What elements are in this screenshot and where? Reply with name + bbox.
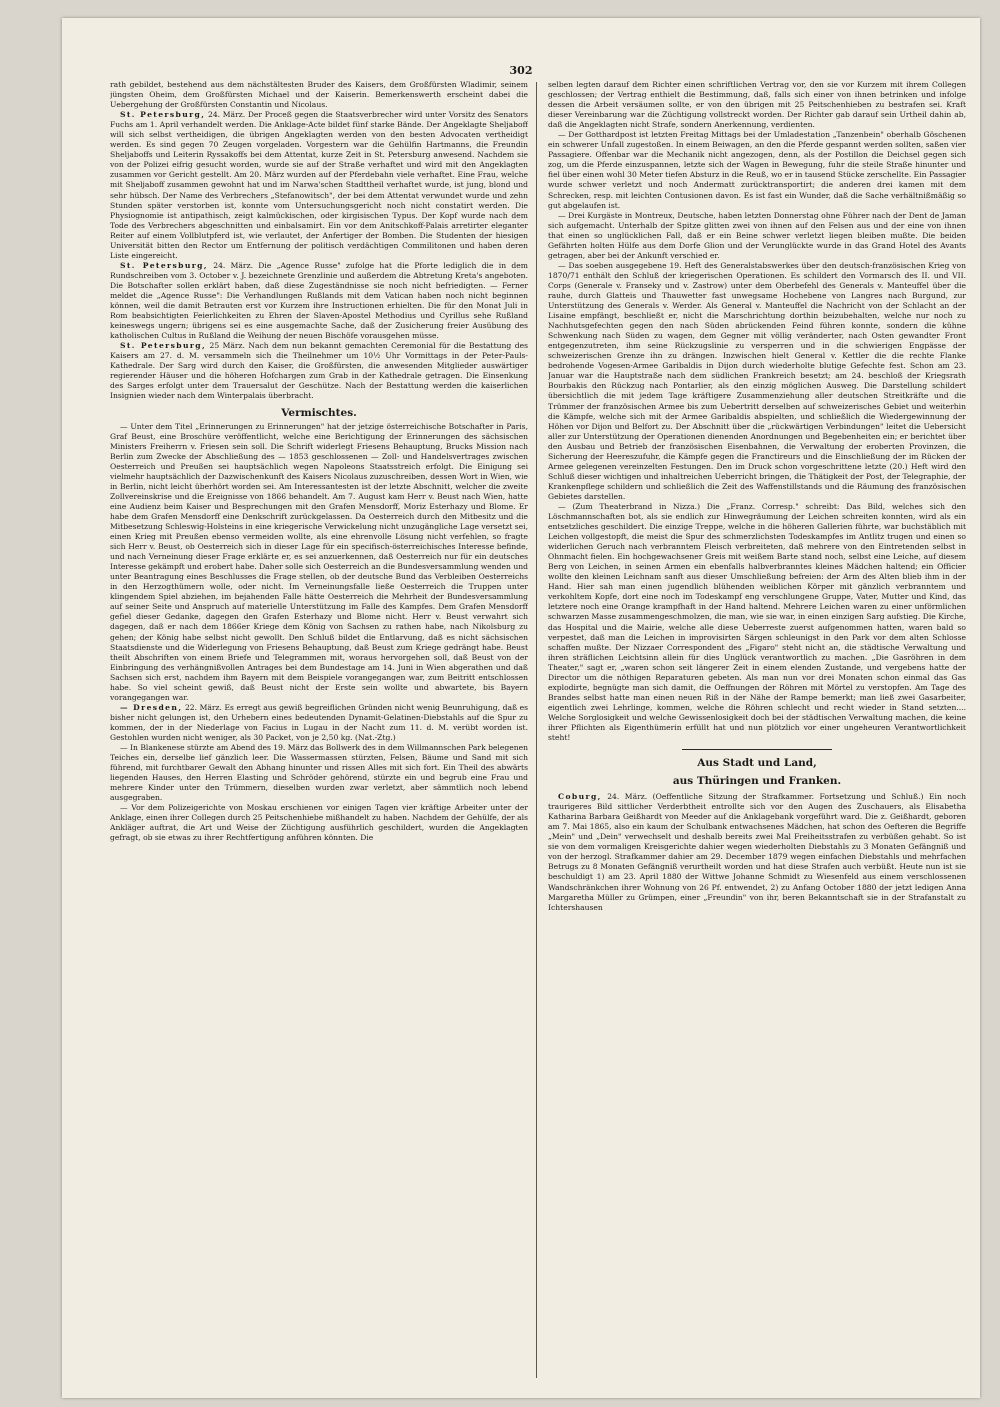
article-paragraph: — (Zum Theaterbrand in Nizza.) Die „Franz. Corresp." schreibt: Das Bild, welches sich den Löschmannschaften bot, als sie endlich zur Hinwegräumung der Leichen schreiten konnten, wird als ein entsetzliches geschildert. Die einzige Treppe, welche in die höheren Gallerien führte, war buchstäblich mit Leichen vollgestopft, die meist die Spur des schmerzlichsten Todeskampfes im Antlitz trugen und einen so widerlichen Geruch nach verbranntem Fleisch verbreiteten, daß mehrere von den Eintretenden selbst in Ohnmacht fielen. Ein hochgewachsener Greis mit weißem Barte stand noch, selbst eine Leiche, auf diesem Berg von Leichen, in seinen Armen ein ebenfalls halbverbranntes kleines Mädchen haltend; ein Officier wollte den kleinen Leichnam sanft aus dieser Umschließung befreien: der Arm des Alten blieb ihm in der Hand. Hier sah man einen jugendlich blühenden weiblichen Körper mit gänzlich verbranntem und verkohltem Kopfe, dort eine noch im Todeskampf eng verschlungene Gruppe, Vater, Mutter und Kind, das letztere noch eine Orange krampfhaft in der Hand haltend. Mehrere Leichen waren zu einer unförmlichen schwarzen Masse zusammengeschmolzen, die man, wie sie war, in einen einzigen Sarg aufstieg. Die Kirche, das Hospital und die Mairie, welche alle diese Ueberreste zuerst aufgenommen hatten, waren bald so verpestet, daß man die Leichen in improvisirten Särgen schleunigst in den Park vor dem alten Schlosse schaffen mußte. Der Nizzaer Correspondent des „Figaro" steht nicht an, die städtische Verwaltung und ihren sträflichen Leichtsinn allein für dies Unglück verantwortlich zu machen. „Die Gasröhren in dem Theater," sagt er, „waren schon seit längerer Zeit in einem elenden Zustande, und vergebens hatte der Director um die nöthigen Reparaturen gebeten. Als man nun vor drei Monaten schon einmal das Gas explodirte, begnügte man sich damit, die Oeffnungen der Röhren mit Mörtel zu verstopfen. Am Tage des Brandes selbst hatte man einen neuen Riß in der Nähe der Rampe bemerkt; man ließ zwei Gasarbeiter, eigentlich zwei Lehrlinge, kommen, welche die Röhren schlecht und recht wieder in Stand setzten.... Welche Sorglosigkeit und welche Gewissenlosigkeit doch bei der städtischen Verwaltung machen, die keine ihrer Pflichten als Eigenthümerin erfüllt hat und nun plötzlich vor einer ungeheuren Verantwortlichkeit steht! (548, 501, 966, 743)
article-paragraph (110, 341, 528, 401)
section-heading-stadt-und-land: Aus Stadt und Land, (697, 757, 817, 770)
article-text: 22. März. Es erregt aus gewiß begreiflichen Gründen nicht wenig Beunruhigung, daß es bisher nicht gelungen ist, den Urhebern eines bedeutenden Dynamit-Gelatinen-Diebstahls auf die Spur zu kommen, der in der Niederlage von Facius in Lugau in der Nacht zum 11. d. M. verübt worden ist. Gestohlen wurden nicht weniger, als 30 Packet, von je 2,50 kg. (Nat.-Ztg.) (110, 702, 528, 742)
article-paragraph (110, 261, 528, 341)
section-divider-rule (682, 749, 832, 750)
article-text: 24. März. (Oeffentliche Sitzung der Strafkammer. Fortsetzung und Schluß.) Ein noch traurigeres Bild sittlicher Verderbtheit entrollte sich vor den Augen des Zuschauers, als Elisabetha Katharina Barbara Geißhardt von Meeder auf die Anklagebank vorgeführt ward. Die z. Geißhardt, geboren am 7. Mai 1865, also ein kaum der Schulbank entwachsenes Mädchen, hat schon des Oefteren die Begriffe „Mein" und „Dein" verwechselt und deshalb bereits zwei Mal Freiheitsstrafen zu verbüßen gehabt. So ist sie von dem vormaligen Kreisgerichte dahier wegen wiederholten Diebstahls zu 3 Monaten Gefängniß und von der herzogl. Strafkammer dahier am 29. December 1879 wegen einfachen Diebstahls und mehrfachen Betrugs zu 8 Monaten Gefängniß verurtheilt worden und hat diese Strafen auch verbüßt. Heute nun ist sie beschuldigt 1) am 23. April 1880 der Wittwe Johanne Schmidt zu Wiesenfeld aus einem verschlossenen Wandschränkchen ihrer Wohnung von 26 Pf. entwendet, 2) zu Anfang October 1880 der jetzt ledigen Anna Margaretha Müller zu Grümpen, einer „Freundin" von ihr, beren Bekanntschaft sie in der Strafanstalt zu Ichtershausen (548, 792, 966, 912)
dateline: Coburg, (558, 792, 602, 802)
article-text: 24. März. Die „Agence Russe" zufolge hat die Pforte lediglich die in dem Rundschreiben vom 3. October v. J. bezeichnete Grenzlinie und außerdem die Abtretung Kreta's angeboten. Die Botschafter sollen erklärt haben, daß diese Zugeständnisse sie noch nicht befriedigten. — Ferner meldet die „Agence Russe": Die Verhandlungen Rußlands mit dem Vatican haben noch nicht beginnen können, weil die damit Betrauten erst vor Kurzem ihre Instructionen erhielten. Die für den Monat Juli in Rom beabsichtigten Feierlichkeiten zu Ehren der Slaven-Apostel Methodius und Cyrillus sehe Rußland keineswegs ungern; übrigens sei es eine ausgemachte Sache, daß der Zusicherung freier Ausübung des katholischen Cultus in Rußland die Weihung der neuen Bischöfe vorausgehen müsse. (110, 260, 528, 341)
column-divider (536, 82, 537, 1378)
newspaper-page (62, 18, 980, 1398)
article-paragraph: — Der Gotthardpost ist letzten Freitag Mittags bei der Umladestation „Tanzenbein" oberhalb Göschenen ein schwerer Unfall zugestoßen. In einem Beiwagen, an den die Pferde gespannt werden sollten, saßen vier Passagiere. Offenbar war die Mechanik nicht angezogen, denn, als der Postillon die Deichsel gegen sich zog, um die Pferde einzuspannen, letzte sich der Wagen in Bewegung, fuhr die steile Straße hinunter und fiel über einen wohl 30 Meter tiefen Absturz in die Reuß, wo er in tausend Stücke zerschellte. Ein Passagier wurde schwer verletzt und noch Andermatt zurücktransportirt; die anderen drei kamen mit dem Schrecken, resp. mit leichten Contusionen davon. Es ist fast ein Wunder, daß die Sache verhältnißmäßig so gut abgelaufen ist. (548, 130, 966, 210)
dateline: St. Petersburg, (120, 110, 206, 120)
article-paragraph: — Das soeben ausgegebene 19. Heft des Generalstabswerkes über den deutsch-französischen Krieg von 1870/71 enthält den Schluß der kriegerischen Operationen. Es schildert den Vormarsch des II. und VII. Corps (Generale v. Franseky und v. Zastrow) unter dem Oberbefehl des Generals v. Manteuffel über die rauhe, durch Glatteis und Thauwetter fast unwegsame Hochebene von Langres nach Burgund, zur Unterstützung des Generals v. Werder. Als General v. Manteuffel die Nachricht von der Schlacht an der Lisaine empfängt, beschließt er, nicht die Marschrichtung dorthin beizubehalten, welche nur noch zu Nachhutsgefechten gegen den nach Süden abrückenden Feind führen konnte, sondern die kühne Schwenkung nach Süden zu wagen, dem Gegner mit völlig veränderter, nach Osten gewandter Front entgegenzutreten, ihm seine Rückzugslinie zu versperren und in die schwierigen Engpässe der schweizerischen Grenze ihn zu drängen. Inzwischen hielt General v. Kettler die die rechte Flanke bedrohende Vogesen-Armee Garibaldis in Dijon durch wiederholte blutige Gefechte fest. Schon am 23. Januar war die Hauptstraße nach dem südlichen Frankreich besetzt; am 24. beschloß der Kriegsrath Bourbakis den Rückzug nach Pontarlier, als den einzig möglichen Ausweg. Die Darstellung schildert übersichtlich die mit jedem Tage kräftigere Zusammenziehung aller deutschen Streitkräfte und die Trümmer der französischen Armee bis zum Uebertritt derselben auf schweizerisches Gebiet und weiterhin die Kämpfe, welche sich mit der Armee Garibaldis abspielten, und schließlich die Wiedergewinnung der Höhen vor Dijon und Belfort zu. Der Abschnitt über die „rückwärtigen Verbindungen" leitet die Uebersicht aller zur Unterstützung der Operationen dienenden Anordnungen und Begebenheiten ein; er berichtet über den Ausbau und Betrieb der französischen Eisenbahnen, die Verwaltung der eroberten Provinzen, die Sicherung der Heereszufuhr, die Kämpfe gegen die Franctireurs und die Einschließung der im Rücken der Armee gelegenen vereinzelten Festungen. Den im Druck schon vorgeschrittene letzte (20.) Heft wird den Schluß dieser wichtigen und inhaltreichen Ueberricht bringen, die Thätigkeit der Post, der Telegraphie, der Krankenpflege schildern und schließlich die Zeit des Waffenstillstands und die Räumung des französischen Gebietes darstellen. (548, 260, 966, 501)
dateline: — Dresden, (120, 702, 183, 712)
article-paragraph (548, 792, 966, 913)
article-paragraph: — In Blankenese stürzte am Abend des 19. März das Bollwerk des in dem Willmannschen Park belegenen Teiches ein, derselbe lief gänzlich leer. Die Wassermassen stürzten, Felsen, Bäume und Sand mit sich führend, mit furchtbarer Gewalt den Abhang hinunter und rissen Alles mit sich fort. Ein Theil des abwärts liegenden Hauses, den Herren Elasting und Schröder gehörend, stürzte ein und begrub eine Frau und mehrere Kinder unter den Trümmern, dieselben wurden zwar verletzt, aber sämmtlich noch lebend ausgegraben. (110, 743, 528, 803)
page-number: 302 (509, 64, 533, 77)
left-column (110, 80, 528, 1380)
article-paragraph: — Unter dem Titel „Erinnerungen zu Erinnerungen" hat der jetzige österreichische Botschafter in Paris, Graf Beust, eine Broschüre veröffentlicht, welche eine Berichtigung der Erinnerungen des sächsischen Ministers Freiherrn v. Friesen sein soll. Die Schrift widerlegt Friesens Behauptung, Brucks Mission nach Berlin zum Zwecke der Abschließung des — 1853 geschlossenen — Zoll- und Handelsvertrages zwischen Oesterreich und Preußen sei hauptsächlich wegen Napoleons Staatsstreich erfolgt. Die Einigung sei vielmehr hauptsächlich der Dazwischenkunft des Kaisers Nicolaus zuzuschreiben, dessen Wort in Wien, wie in Berlin, nicht leicht überhört worden sei. Am Interessantesten ist der letzte Abschnitt, welcher die zweite Zollvereinskrise und die Ereignisse von 1866 behandelt. Am 7. August kam Herr v. Beust nach Wien, hatte eine Audienz beim Kaiser und Besprechungen mit den Grafen Mensdorff, Moriz Esterhazy und Blome. Er habe dem Grafen Mensdorff eine Denkschrift zurückgelassen. Da Oesterreich durch den Mitbesitz und die Mitbesetzung Schleswig-Holsteins in eine kriegerische Verwickelung nicht unzugängliche Lage versetzt sei, einen Krieg mit Preußen ebenso vermeiden wollte, als eine ehrenvolle Lösung nicht verfehlen, so fragte sich Herr v. Beust, ob Oesterreich sich in dieser Lage für ein specifisch-österreichisches Interesse befinde, und nach Verneinung dieser Frage erklärte er, es sei anzuerkennen, daß Oesterreich nur für ein deutsches Interesse gekämpft und erobert habe. Daher solle sich Oesterreich an die Bundesversammlung wenden und unter Beantragung eines Beschlusses die Frage stellen, ob der deutsche Bund das Verbleiben Oesterreichs in den Herzogthümern wolle, oder nicht. Im Verneinungsfalle ließe Oesterreich die Truppen unter klingendem Spiel abziehen, im bejahenden Falle hätte Oesterreich die Mehrheit der Bundesversammlung auf seiner Seite und Anspruch auf materielle Unterstützung im Falle des Kampfes. Dem Grafen Mensdorff gefiel dieser Gedanke, dagegen den Grafen Esterhazy und Blome nicht. Herr v. Beust verwahrt sich dagegen, daß er nach dem 1866er Kriege dem König von Sachsen zu rathen habe, nach Nikolsburg zu gehen; der König habe selbst nicht gewollt. Den Schluß bildet die Entlarvung, daß es nicht sächsischen Staatsdienste und die Widerlegung von Friesens Behauptung, daß Beust zum Kriege gedrängt habe. Beust theilt Abschriften von einem Briefe und Telegrammen mit, woraus hervorgehen soll, daß Beust von der Einbringung des verhängnißvollen Antrages bei dem Bundestage am 14. Juni in Wien abgerathen und daß Sachsen sich erst, nachdem ihm Bayern mit dem Beispiele vorangegangen war, zum Beitritt entschlossen habe. So viel scheint gewiß, daß Beust nicht der Erste sein wollte und abwartete, bis Bayern vorangegangen war. (110, 421, 528, 702)
article-paragraph: selben legten darauf dem Richter einen schriftlichen Vertrag vor, den sie vor Kurzem mit ihrem Collegen geschlossen; der Vertrag enthielt die Bestimmung, daß, falls sich einer von ihnen betrinken und infolge dessen die Arbeit versäumen sollte, er von den übrigen mit 25 Peitschenhieben zu bestrafen sei. Kraft dieser Vereinbarung war die Züchtigung vollstreckt worden. Der Richter gab darauf sein Urtheil dahin ab, daß die Angeklagten nicht Strafe, sondern Anerkennung, verdienten. (548, 80, 966, 130)
dateline: St. Petersburg, (120, 341, 207, 351)
right-column (548, 80, 966, 1380)
section-heading-vermischtes: Vermischtes. (281, 406, 357, 419)
article-paragraph (110, 110, 528, 261)
article-text: 24. März. Der Proceß gegen die Staatsverbrecher wird unter Vorsitz des Senators Fuchs am 1. April verhandelt werden. Die Anklage-Acte bildet fünf starke Bände. Der Angeklagte Sheljaboff will sich selbst vertheidigen, die übrigen Angeklagten werden von den besten Advocaten vertheidigt werden. Es sind gegen 70 Zeugen vorgeladen. Vorgestern war die Gehülfin Hartmanns, die Freundin Sheljaboffs und Leiterin Ryssakoffs bei dem Attentat, kurze Zeit in St. Petersburg anwesend. Nachdem sie von der Polizei eifrig gesucht worden, wurde sie auf der Straße verhaftet und wird mit den Angeklagten zusammen vor Gericht gestellt. Am 20. März wurden auf der Pferdebahn viele verhaftet. Eine Frau, welche mit Sheljaboff zusammen gewohnt hat und im Narwa'schen Stadttheil verhaftet wurde, ist jung, blond und sehr hübsch. Der Name des Verbrechers „Stefanowitsch", der bei dem Attentat verwundet wurde und zehn Stunden später verstorben ist, konnte vom Untersuchungsgericht noch nicht constatirt werden. Die Physiognomie ist antipathisch, zeigt kalmückischen, oder kirgisischen Typus. Der Kopf wurde nach dem Tode des Verbrechers abgeschnitten und einbalsamirt. Ein vor dem Anitschkoff-Palais arretirter eleganter Reiter auf einem Vollblutpferd ist, wie verlautet, der Anfertiger der Bomben. Die Studenten der hiesigen Universität bitten den Rector um Entfernung der politisch verdächtigen Commilitonen und haben deren Liste eingereicht. (110, 110, 528, 260)
section-heading-thueringen-franken: aus Thüringen und Franken. (672, 775, 842, 788)
dateline: St. Petersburg, (120, 260, 208, 270)
article-paragraph: — Drei Kurgäste in Montreux, Deutsche, haben letzten Donnerstag ohne Führer nach der Dent de Jaman sich aufgemacht. Unterhalb der Spitze glitten zwei von ihnen auf den Felsen aus und der eine von ihnen that einen so unglücklichen Fall, daß er ein Beine schwer verletzt liegen bleiben mußte. Die beiden Gefährten holten Hülfe aus dem Dorfe Glion und der Verunglückte wurde in das Grand Hotel des Avants getragen, aber bei der Ankunft verschied er. (548, 210, 966, 260)
article-paragraph (110, 703, 528, 743)
article-paragraph: — Vor dem Polizeigerichte von Moskau erschienen vor einigen Tagen vier kräftige Arbeiter unter der Anklage, einen ihrer Collegen durch 25 Peitschenhiebe mißhandelt zu haben. Nachdem der Gehülfe, der als Ankläger auftrat, die Art und Weise der Züchtigung ausführlich geschildert, wurden die Angeklagten gefragt, ob sie etwas zu ihrer Rechtfertigung anführen könnten. Die (110, 803, 528, 843)
article-text: 25 März. Nach dem nun bekannt gemachten Ceremonial für die Bestattung des Kaisers am 27. d. M. versammeln sich die Theilnehmer um 10½ Uhr Vormittags in der Peter-Pauls-Kathedrale. Der Sarg wird durch den Kaiser, die Großfürsten, die anwesenden Mitglieder auswärtiger regierender Häuser und die höheren Hofchargen zum Grab in der Kathedrale getragen. Die Einsenkung des Sarges erfolgt unter dem Trauersalut der Geschütze. Nach der Bestattung werden die kaiserlichen Insignien wieder nach dem Winterpalais überbracht. (110, 341, 528, 401)
article-paragraph: rath gebildet, bestehend aus dem nächstältesten Bruder des Kaisers, dem Großfürsten Wladimir, seinem jüngsten Oheim, dem Großfürsten Michael und der Kaiserin. Bemerkenswerth erscheint dabei die Uebergehung der Großfürsten Constantin und Nicolaus. (110, 80, 528, 110)
